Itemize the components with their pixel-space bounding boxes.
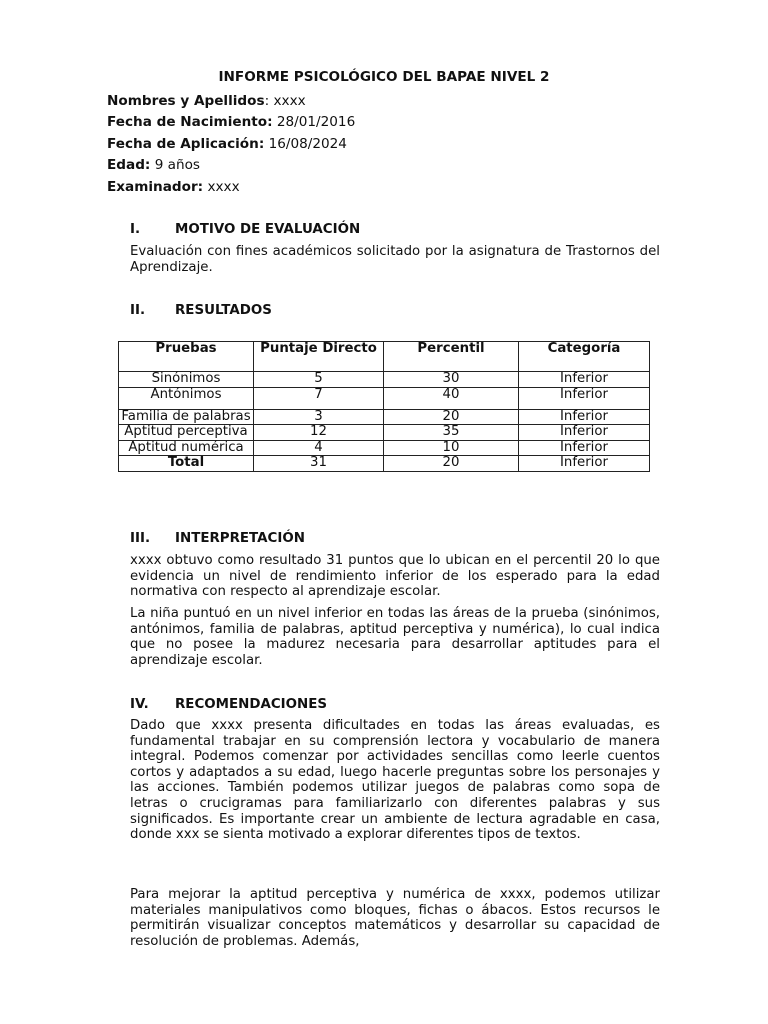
cell-total-percentil: 20 — [384, 456, 519, 472]
field-value: 28/01/2016 — [276, 114, 356, 130]
cell-percentil: 10 — [384, 440, 519, 456]
cell-puntaje: 7 — [254, 387, 384, 409]
cell-prueba: Aptitud perceptiva — [119, 425, 254, 441]
cell-prueba: Familia de palabras — [119, 409, 254, 425]
section-number: III. — [130, 531, 151, 546]
table-total-row — [119, 456, 650, 472]
field-label: Examinador: — [107, 179, 204, 195]
recomendaciones-paragraph-1: Dado que xxxx presenta dificultades en todas las áreas evaluadas, es fundamental trabajar en su comprensión lectora y vocabulario de manera integral. Podemos comenzar por actividades sencillas como leerle cuentos cortos y adaptados a su edad, luego hacerle preguntas sobre los personajes y las acciones. También podemos utilizar juegos de palabras como sopa de letras o crucigramas para familiarizarlo con diferentes palabras y sus significados. Es importante crear un ambiente de lectura agradable en casa, donde xxx se sienta motivado a explorar diferentes tipos de textos. — [130, 718, 660, 843]
section-number: II. — [130, 303, 146, 318]
interpretacion-paragraph-2: La niña puntuó en un nivel inferior en todas las áreas de la prueba (sinónimos, antónimos, familia de palabras, aptitud perceptiva y numérica), lo cual indica que no posee la madurez necesaria para desarrollar aptitudes para el aprendizaje escolar. — [130, 606, 660, 668]
section-heading-interpretacion — [130, 531, 305, 546]
cell-percentil: 20 — [384, 409, 519, 425]
table-header-row — [119, 342, 650, 372]
header-percentil: Percentil — [384, 342, 519, 372]
field-label: Fecha de Aplicación: — [107, 136, 265, 152]
field-fecha-aplicacion — [107, 136, 347, 152]
section-heading-motivo — [130, 222, 360, 237]
table-row — [119, 409, 650, 425]
cell-categoria: Inferior — [519, 425, 650, 441]
section-title: RESULTADOS — [175, 303, 272, 318]
cell-total-label: Total — [119, 456, 254, 472]
table-row — [119, 425, 650, 441]
motivo-text: Evaluación con fines académicos solicitado por la asignatura de Trastornos del Aprendizaje. — [130, 244, 660, 275]
table-row — [119, 372, 650, 388]
cell-puntaje: 12 — [254, 425, 384, 441]
header-categoria: Categoría — [519, 342, 650, 372]
report-title: INFORME PSICOLÓGICO DEL BAPAE NIVEL 2 — [218, 69, 550, 85]
table-row — [119, 387, 650, 409]
section-number: I. — [130, 222, 141, 237]
field-label: Nombres y Apellidos — [107, 93, 265, 109]
field-fecha-nacimiento — [107, 114, 355, 130]
cell-percentil: 35 — [384, 425, 519, 441]
field-nombres — [107, 93, 306, 109]
cell-prueba: Sinónimos — [119, 372, 254, 388]
field-value: 16/08/2024 — [268, 136, 347, 152]
field-examinador — [107, 179, 240, 195]
table-row — [119, 440, 650, 456]
cell-puntaje: 3 — [254, 409, 384, 425]
field-separator: : — [264, 93, 274, 109]
cell-percentil: 30 — [384, 372, 519, 388]
cell-categoria: Inferior — [519, 440, 650, 456]
field-edad — [107, 157, 200, 173]
cell-percentil: 40 — [384, 387, 519, 409]
section-title: INTERPRETACIÓN — [175, 531, 305, 546]
cell-categoria: Inferior — [519, 409, 650, 425]
field-value: xxxx — [273, 93, 306, 109]
results-table — [118, 341, 650, 472]
header-puntaje-directo: Puntaje Directo — [254, 342, 384, 372]
header-pruebas: Pruebas — [119, 342, 254, 372]
interpretacion-paragraph-1: xxxx obtuvo como resultado 31 puntos que lo ubican en el percentil 20 lo que evidencia un nivel de rendimiento inferior de los esperado para la edad normativa con respecto al aprendizaje escolar. — [130, 553, 660, 600]
cell-prueba: Antónimos — [119, 387, 254, 409]
section-title: RECOMENDACIONES — [175, 697, 328, 712]
section-heading-resultados — [130, 303, 272, 318]
cell-puntaje: 4 — [254, 440, 384, 456]
section-number: IV. — [130, 697, 149, 712]
recomendaciones-paragraph-2: Para mejorar la aptitud perceptiva y numérica de xxxx, podemos utilizar materiales manipulativos como bloques, fichas o ábacos. Estos recursos le permitirán visualizar conceptos matemáticos y desarrollar su capacidad de resolución de problemas. Además, — [130, 887, 660, 949]
field-label: Edad: — [107, 157, 151, 173]
field-value: xxxx — [207, 179, 240, 195]
section-heading-recomendaciones — [130, 697, 327, 712]
field-value: 9 años — [154, 157, 201, 173]
cell-total-categoria: Inferior — [519, 456, 650, 472]
cell-puntaje: 5 — [254, 372, 384, 388]
section-title: MOTIVO DE EVALUACIÓN — [175, 222, 361, 237]
cell-categoria: Inferior — [519, 387, 650, 409]
cell-categoria: Inferior — [519, 372, 650, 388]
field-label: Fecha de Nacimiento: — [107, 114, 273, 130]
cell-total-puntaje: 31 — [254, 456, 384, 472]
cell-prueba: Aptitud numérica — [119, 440, 254, 456]
